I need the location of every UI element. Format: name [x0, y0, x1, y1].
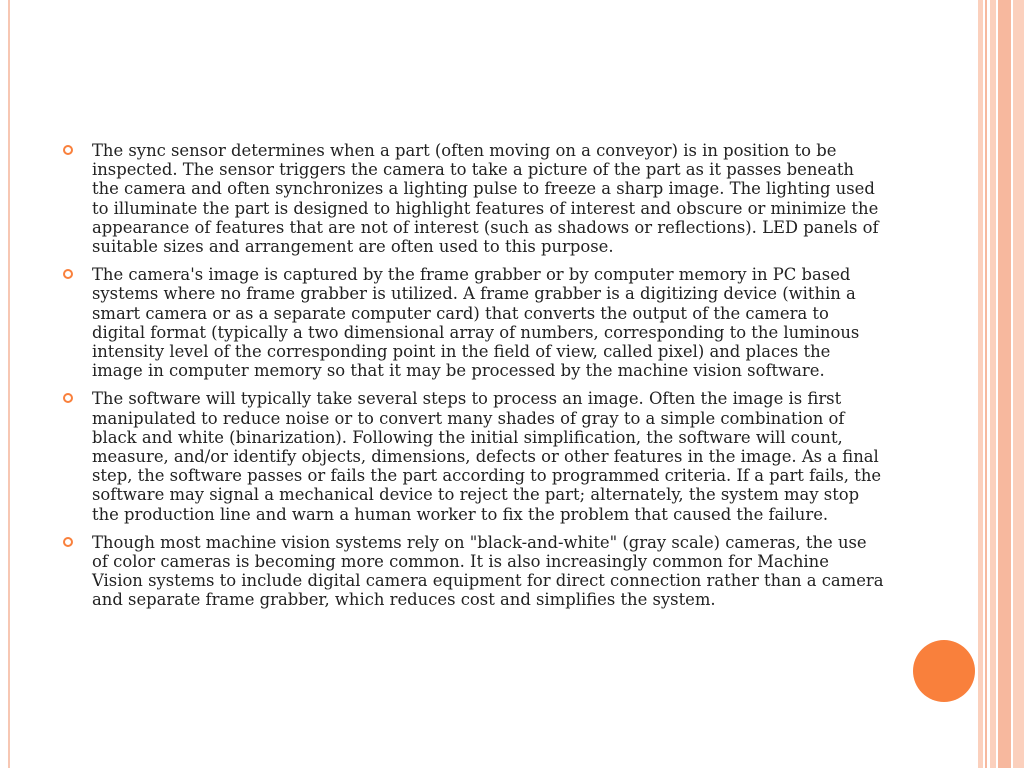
right-stripe — [990, 0, 996, 768]
bullet-item — [62, 265, 884, 380]
bullet-ring-icon — [63, 145, 73, 155]
decorative-circle — [913, 640, 975, 702]
bullet-item — [62, 141, 884, 256]
bullet-ring-icon — [63, 269, 73, 279]
right-stripe — [998, 0, 1011, 768]
bullet-ring-icon — [63, 537, 73, 547]
left-border-line — [8, 0, 10, 768]
bullet-text: The software will typically take several steps to process an image. Often the image is first manipulated to reduce noise or to convert many shades of gray to a simple combination of black and white (binarization). Following the initial simplification, the software will count, measure, and/or identify objects, dimensions, defects or other features in the image. As a final step, the software passes or fails the part according to programmed criteria. If a part fails, the software may signal a mechanical device to reject the part; alternately, the system may stop the production line and warn a human worker to fix the problem that caused the failure. — [92, 389, 882, 524]
right-stripe — [978, 0, 983, 768]
right-stripe — [985, 0, 987, 768]
slide-body — [62, 141, 884, 619]
bullet-text: Though most machine vision systems rely on "black-and-white" (gray scale) cameras, the use of color cameras is becoming more common. It is also increasingly common for Machine Vision systems to include digital camera equipment for direct connection rather than a camera and separate frame grabber, which reduces cost and simplifies the system. — [92, 532, 884, 610]
bullet-text: The camera's image is captured by the frame grabber or by computer memory in PC based systems where no frame grabber is utilized. A frame grabber is a digitizing device (within a smart camera or as a separate computer card) that converts the output of the camera to digital format (typically a two dimensional array of numbers, corresponding to the luminous intensity level of the corresponding point in the field of view, called pixel) and places the image in computer memory so that it may be processed by the machine vision software. — [92, 265, 860, 381]
bullet-item — [62, 533, 884, 610]
bullet-ring-icon — [63, 393, 73, 403]
bullet-list — [62, 141, 884, 610]
bullet-text: The sync sensor determines when a part (often moving on a conveyor) is in position to be inspected. The sensor triggers the camera to take a picture of the part as it passes beneath the camera and often synchronizes a lighting pulse to freeze a sharp image. The lighting used to illuminate the part is designed to highlight features of interest and obscure or minimize the appearance of features that are not of interest (such as shadows or reflections). LED panels of suitable sizes and arrangement are often used to this purpose. — [92, 141, 879, 257]
right-stripe — [1013, 0, 1024, 768]
bullet-item — [62, 389, 884, 523]
